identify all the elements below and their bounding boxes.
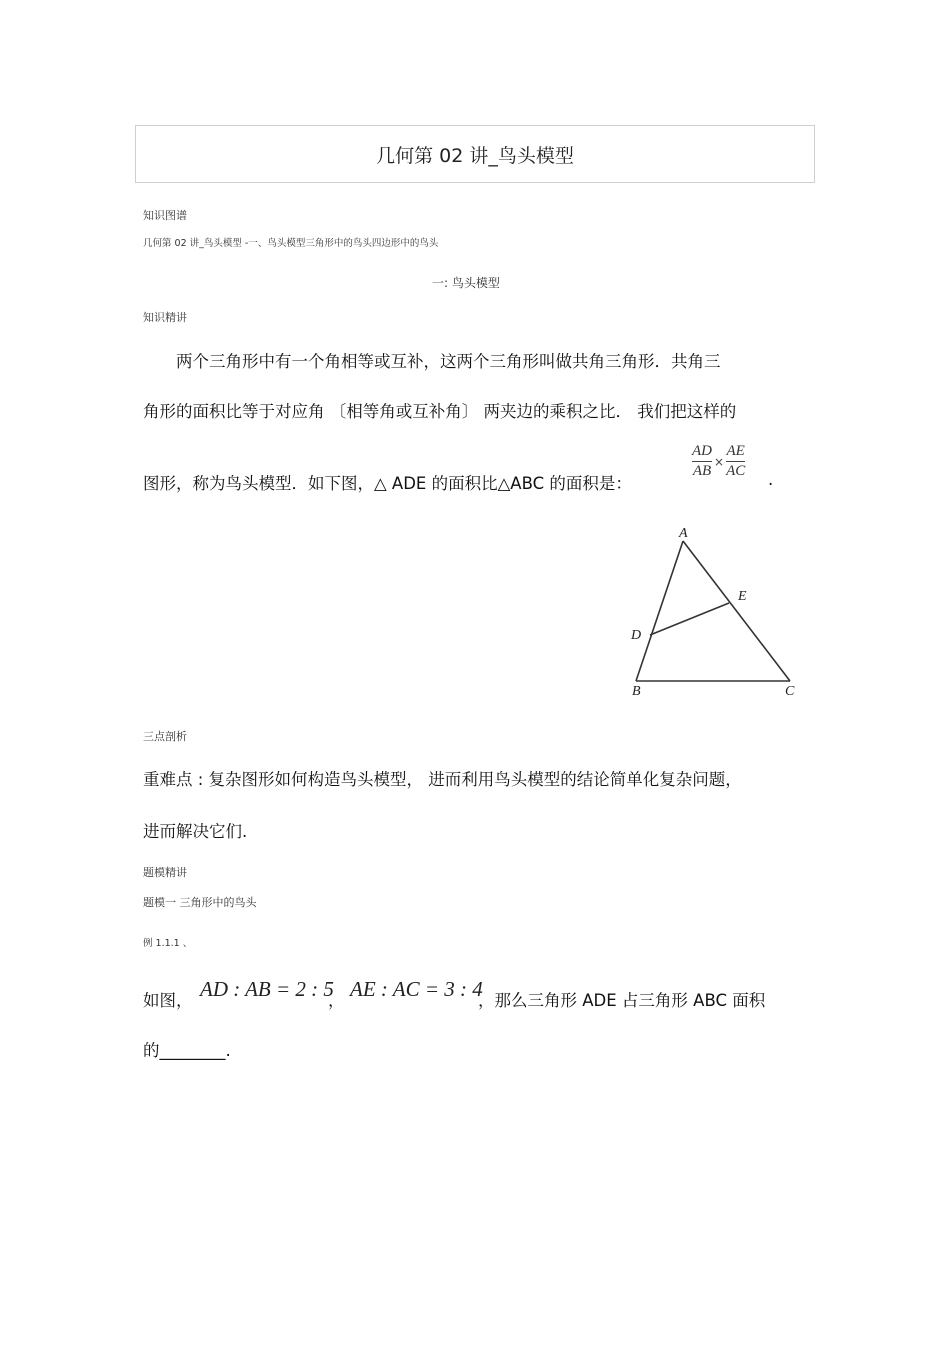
ratio-ae-ac: AE : AC = 3 : 4: [350, 977, 483, 1001]
example-separator: ，: [328, 991, 345, 1010]
label-b: B: [632, 684, 641, 699]
section-label-knowledge-explain: 知识精讲: [143, 311, 187, 324]
ratio-ad-ab: AD : AB = 2 : 5: [200, 977, 334, 1001]
side-ac: [683, 541, 790, 681]
section-label-analysis: 三点剖析: [143, 730, 187, 743]
example-answer-blank: 的________.: [143, 1041, 231, 1060]
label-c: C: [785, 684, 795, 699]
fraction-denominator: AC: [726, 463, 746, 479]
fraction-ae-ac: [726, 443, 745, 480]
segment-de: [650, 603, 729, 635]
fraction-ad-ab: [692, 443, 712, 480]
paragraph1-line2: 角形的面积比等于对应角 〔相等角或互补角〕 两夹边的乘积之比． 我们把这样的: [143, 402, 737, 421]
side-ab: [636, 541, 683, 681]
paragraph1-line3: [143, 470, 632, 494]
bird-head-figure: [620, 520, 820, 705]
example-prefix: 如图，: [143, 991, 193, 1010]
fraction-numerator: AD: [692, 443, 712, 459]
example-label: 例 1.1.1 、: [143, 938, 193, 949]
paragraph1-period: .: [768, 470, 774, 489]
section-label-practice: 题模精讲: [143, 866, 187, 879]
area-ratio-formula: [692, 443, 745, 480]
fraction-bar: [726, 461, 745, 462]
fraction-denominator: AB: [692, 463, 712, 479]
paragraph1-line3-text: 图形，称为鸟头模型．如下图，△ ADE 的面积比△ABC 的面积是：: [143, 474, 632, 493]
title-box: [135, 125, 815, 183]
page-title: 几何第 02 讲_鸟头模型: [376, 144, 574, 167]
paragraph1-line1: 两个三角形中有一个角相等或互补，这两个三角形叫做共角三角形．共角三: [176, 352, 721, 371]
times-sign: ×: [714, 454, 725, 469]
label-a: A: [679, 526, 688, 541]
analysis-line1: 重难点 : 复杂图形如何构造鸟头模型， 进而利用鸟头模型的结论简单化复杂问题，: [143, 770, 742, 789]
center-heading: 一: 鸟头模型: [432, 276, 500, 290]
example-suffix: ，那么三角形 ADE 占三角形 ABC 面积: [478, 991, 766, 1010]
fraction-bar: [692, 461, 712, 462]
label-d: D: [631, 628, 642, 643]
breadcrumb: 几何第 02 讲_鸟头模型 -一、鸟头模型三角形中的鸟头四边形中的鸟头: [143, 238, 439, 249]
fraction-numerator: AE: [726, 443, 745, 459]
analysis-line2: 进而解决它们.: [143, 822, 248, 841]
label-e: E: [738, 589, 747, 604]
section-label-knowledge-map: 知识图谱: [143, 209, 187, 222]
module-label: 题模一 三角形中的鸟头: [143, 896, 257, 909]
